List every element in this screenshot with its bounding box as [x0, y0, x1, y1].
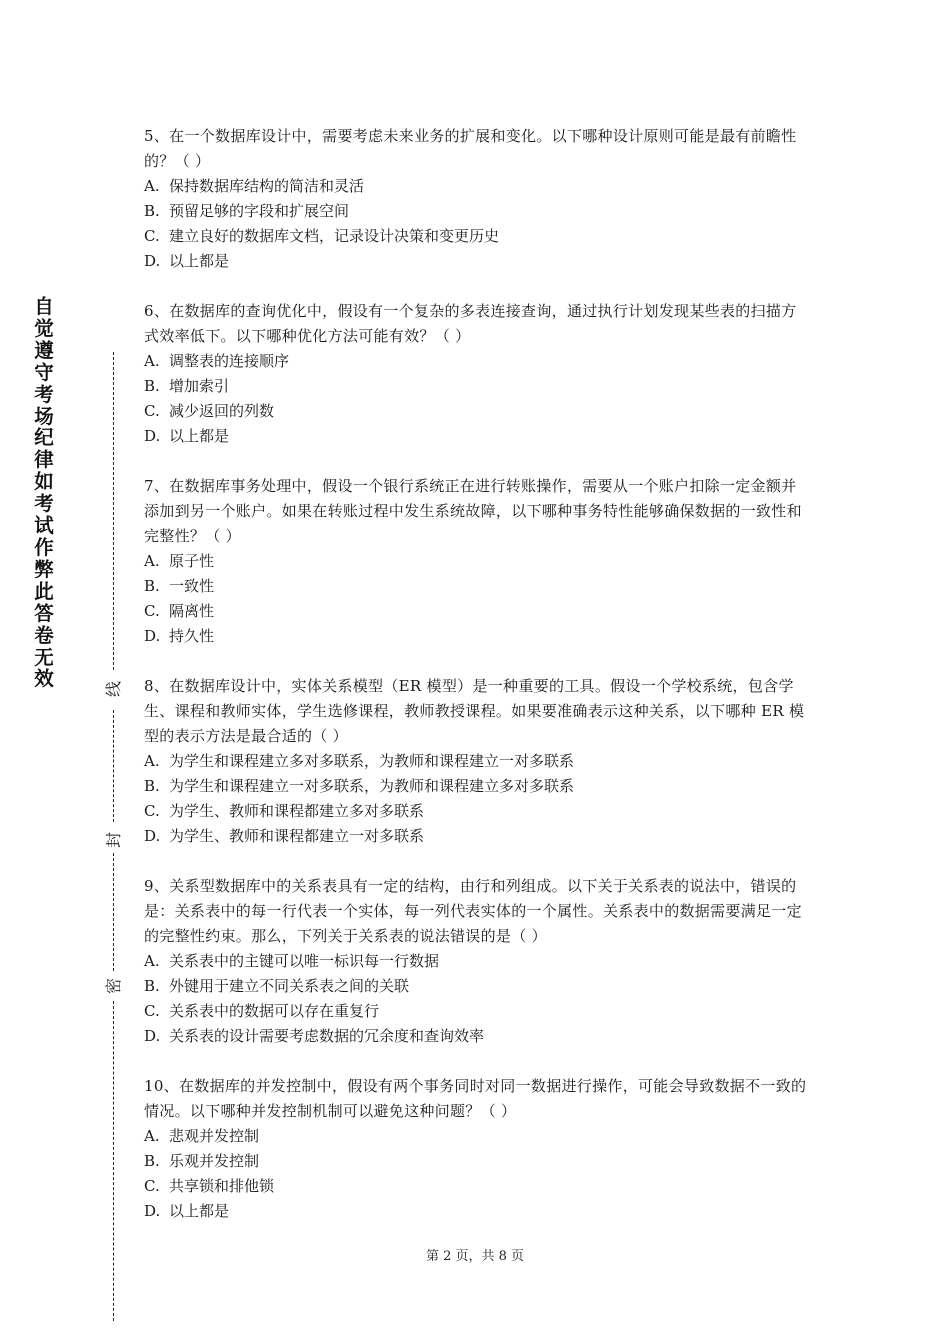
option-b[interactable] — [144, 199, 808, 224]
option-a[interactable] — [144, 1124, 808, 1149]
option-text: 为学生和课程建立多对多联系，为教师和课程建立一对多联系 — [169, 752, 575, 770]
option-letter: B. — [144, 377, 160, 395]
option-text: 预留足够的字段和扩展空间 — [169, 202, 350, 220]
option-letter: A. — [144, 952, 160, 970]
question-text: 10、在数据库的并发控制中，假设有两个事务同时对同一数据进行操作，可能会导致数据不一致的情况。以下哪种并发控制机制可以避免这种问题？（ ） — [144, 1077, 807, 1120]
question-text: 9、关系型数据库中的关系表具有一定的结构，由行和列组成。以下关于关系表的说法中，错误的是：关系表中的每一行代表一个实体，每一列代表实体的一个属性。关系表中的数据需要满足一定的完整性约束。那么，下列关于关系表的说法错误的是（ ） — [144, 877, 802, 945]
option-letter: D. — [144, 827, 161, 845]
option-a[interactable] — [144, 349, 808, 374]
option-c[interactable] — [144, 399, 808, 424]
option-c[interactable] — [144, 799, 808, 824]
option-b[interactable] — [144, 774, 808, 799]
question-8 — [144, 674, 808, 849]
option-a[interactable] — [144, 549, 808, 574]
option-text: 一致性 — [169, 577, 215, 595]
option-text: 建立良好的数据库文档，记录设计决策和变更历史 — [169, 227, 500, 245]
option-text: 乐观并发控制 — [169, 1152, 260, 1170]
option-a[interactable] — [144, 749, 808, 774]
binding-label-seal: 封 — [104, 832, 123, 849]
option-letter: A. — [144, 1127, 160, 1145]
option-c[interactable] — [144, 1174, 808, 1199]
option-text: 共享锁和排他锁 — [169, 1177, 275, 1195]
option-text: 关系表的设计需要考虑数据的冗余度和查询效率 — [169, 1027, 485, 1045]
question-5 — [144, 124, 808, 274]
option-letter: B. — [144, 577, 160, 595]
question-text: 6、在数据库的查询优化中，假设有一个复杂的多表连接查询，通过执行计划发现某些表的扫描方式效率低下。以下哪种优化方法可能有效？（ ） — [144, 302, 797, 345]
option-letter: D. — [144, 1027, 161, 1045]
option-letter: A. — [144, 352, 160, 370]
option-letter: C. — [144, 1002, 160, 1020]
option-letter: C. — [144, 227, 160, 245]
binding-line-segment — [113, 710, 114, 822]
option-text: 关系表中的数据可以存在重复行 — [169, 1002, 380, 1020]
option-d[interactable] — [144, 1024, 808, 1049]
option-text: 保持数据库结构的简洁和灵活 — [169, 177, 365, 195]
question-6 — [144, 299, 808, 449]
option-c[interactable] — [144, 599, 808, 624]
option-a[interactable] — [144, 949, 808, 974]
binding-line-segment — [113, 1001, 114, 1321]
binding-line-segment — [113, 853, 114, 971]
question-text: 8、在数据库设计中，实体关系模型（ER 模型）是一种重要的工具。假设一个学校系统，包含学生、课程和教师实体，学生选修课程，教师教授课程。如果要准确表示这种关系，以下哪种 ER 模型的表示方法是最合适的（ ） — [144, 677, 805, 745]
option-letter: D. — [144, 427, 161, 445]
option-letter: A. — [144, 752, 160, 770]
question-text: 5、在一个数据库设计中，需要考虑未来业务的扩展和变化。以下哪种设计原则可能是最有前瞻性的？（ ） — [144, 127, 797, 170]
option-d[interactable] — [144, 424, 808, 449]
option-letter: C. — [144, 402, 160, 420]
option-letter: B. — [144, 977, 160, 995]
question-list — [144, 124, 808, 1249]
option-text: 原子性 — [169, 552, 215, 570]
option-letter: C. — [144, 602, 160, 620]
option-text: 以上都是 — [169, 1202, 230, 1220]
option-text: 增加索引 — [169, 377, 230, 395]
question-7 — [144, 474, 808, 649]
option-letter: D. — [144, 1202, 161, 1220]
question-text: 7、在数据库事务处理中，假设一个银行系统正在进行转账操作，需要从一个账户扣除一定金额并添加到另一个账户。如果在转账过程中发生系统故障，以下哪种事务特性能够确保数据的一致性和完整性？（ ） — [144, 477, 802, 545]
option-letter: B. — [144, 202, 160, 220]
option-letter: B. — [144, 1152, 160, 1170]
question-10 — [144, 1074, 808, 1224]
option-c[interactable] — [144, 999, 808, 1024]
option-text: 为学生、教师和课程都建立一对多联系 — [169, 827, 425, 845]
option-text: 外键用于建立不同关系表之间的关联 — [169, 977, 410, 995]
option-b[interactable] — [144, 1149, 808, 1174]
option-text: 以上都是 — [169, 427, 230, 445]
option-text: 调整表的连接顺序 — [169, 352, 290, 370]
option-letter: A. — [144, 552, 160, 570]
option-text: 以上都是 — [169, 252, 230, 270]
option-letter: A. — [144, 177, 160, 195]
option-letter: D. — [144, 627, 161, 645]
option-text: 为学生、教师和课程都建立多对多联系 — [169, 802, 425, 820]
option-b[interactable] — [144, 974, 808, 999]
option-a[interactable] — [144, 174, 808, 199]
option-letter: C. — [144, 802, 160, 820]
binding-line-segment — [113, 352, 114, 670]
option-b[interactable] — [144, 374, 808, 399]
binding-label-line: 线 — [104, 681, 123, 698]
option-d[interactable] — [144, 1199, 808, 1224]
page-footer: 第 2 页，共 8 页 — [425, 1249, 525, 1264]
binding-label-secret: 密 — [104, 978, 123, 995]
option-d[interactable] — [144, 249, 808, 274]
exam-discipline-warning: 自觉遵守考场纪律如考试作弊此答卷无效 — [34, 295, 54, 691]
question-9 — [144, 874, 808, 1049]
option-text: 持久性 — [169, 627, 215, 645]
option-b[interactable] — [144, 574, 808, 599]
option-text: 悲观并发控制 — [169, 1127, 260, 1145]
option-text: 隔离性 — [169, 602, 215, 620]
option-d[interactable] — [144, 824, 808, 849]
option-letter: C. — [144, 1177, 160, 1195]
option-letter: D. — [144, 252, 161, 270]
option-d[interactable] — [144, 624, 808, 649]
option-c[interactable] — [144, 224, 808, 249]
option-text: 为学生和课程建立一对多联系，为教师和课程建立多对多联系 — [169, 777, 575, 795]
option-letter: B. — [144, 777, 160, 795]
option-text: 关系表中的主键可以唯一标识每一行数据 — [169, 952, 440, 970]
option-text: 减少返回的列数 — [169, 402, 275, 420]
